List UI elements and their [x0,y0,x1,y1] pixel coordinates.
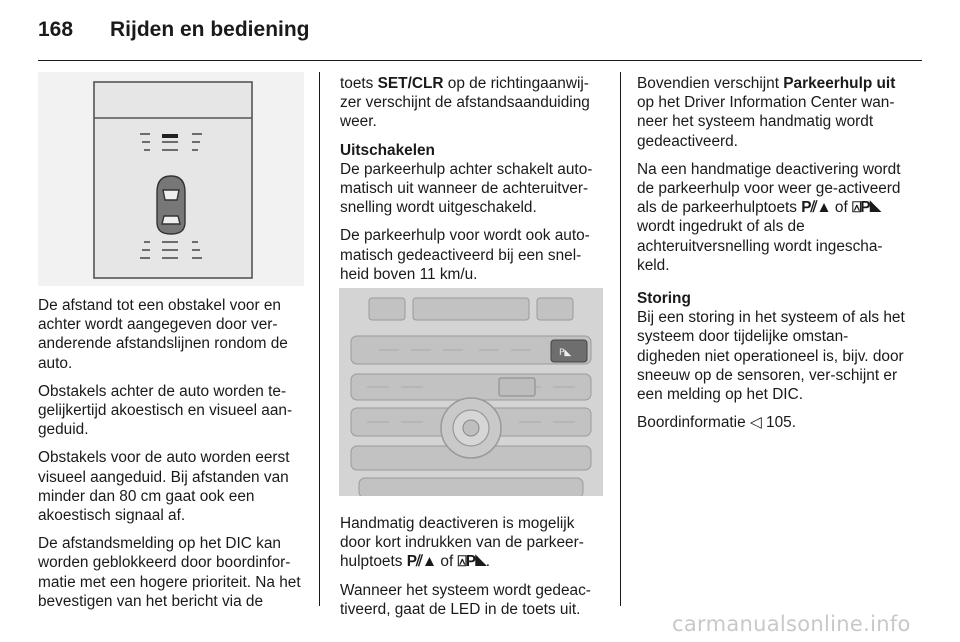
column-divider-1 [319,72,320,606]
column-right [637,74,907,441]
column-middle-lower [340,514,606,628]
paragraph-malfunction: Bij een storing in het systeem of als het systeem door tijdelijke omstan-digheden niet operationeel is, bijv. door sneeuw op de sensoren, ver-schijnt er een melding op het DIC. [637,309,905,404]
svg-text:P◣: P◣ [559,348,572,358]
text-segment: of [436,553,458,571]
paragraph-rear-obstacles: Obstakels achter de auto worden te-gelijkertijd akoestisch en visueel aan-geduid. [38,382,293,439]
chapter-title: Rijden en bediening [110,18,310,41]
parking-display-figure [38,72,304,286]
page-reference-arrow-icon: ◁ [749,414,762,432]
parking-assist-alt-symbol: ⍓P◣ [457,553,486,571]
column-left [38,296,306,620]
paragraph-reactivate [637,160,907,275]
header-divider [38,60,922,61]
text-segment: Boordinformatie [637,414,750,432]
parking-assist-key-symbol: P⫽▲ [406,553,437,571]
paragraph-front-auto-off: De parkeerhulp voor wordt ook auto-matisch gedeactiveerd bij een snel-heid boven 11 km/u. [340,227,590,283]
paragraph-distance: De afstand tot een obstakel voor en achter wordt aangegeven door ver-anderende afstandslijnen rondom de auto. [38,297,288,372]
column-divider-2 [620,72,621,606]
page-reference-number[interactable]: 105. [761,414,796,432]
paragraph-cross-reference [637,413,907,432]
text-segment: toets [340,75,378,92]
parking-assist-alt-symbol: ⍓P◣ [852,199,881,217]
text-segment: Handmatig deactiveren is mogelijk door kort indrukken van de parkeer-hulptoets [340,515,584,571]
key-set-clr: SET/CLR [377,75,444,92]
text-segment: Bovendien verschijnt [637,75,784,92]
control-panel-illustration [339,288,603,496]
text-segment: wordt ingedrukt of als de achteruitversnelling wordt ingescha-keld. [637,218,883,274]
message-parkeerhulp-uit: Parkeerhulp uit [783,75,896,92]
text-segment: Na een handmatige deactivering wordt de parkeerhulp voor weer ge-activeerd als de parkeerhulptoets [637,160,901,217]
parking-display-illustration [38,72,304,286]
paragraph-dic-blocking: De afstandsmelding op het DIC kan worden geblokkeerd door boordinfor-matie met een hogere prioriteit. Na het bevestigen van het bericht via de [38,535,301,610]
paragraph-set-clr [340,74,606,132]
watermark: carmanualsonline.info [672,612,911,636]
paragraph-manual-deactivate [340,514,606,572]
column-middle [340,74,606,293]
text-segment: of [830,199,853,217]
heading-storing: Storing [637,290,691,308]
text-segment: op de richtingaanwij-zer verschijnt de afstandsaanduiding weer. [340,75,590,131]
text-segment: op het Driver Information Center wan-neer het systeem handmatig wordt gedeactiveerd. [637,94,895,150]
section-storing [637,289,907,404]
parking-assist-key-symbol: P⫽▲ [801,199,831,217]
paragraph-front-obstacles: Obstakels voor de auto worden eerst visueel aangeduid. Bij afstanden van minder dan 80 cm gaat ook een akoestisch signaal af. [38,449,290,525]
page-header [38,18,922,52]
paragraph-dic-message [637,74,907,151]
text-segment: . [485,553,491,571]
control-panel-photo [339,288,603,496]
section-uitschakelen [340,141,606,218]
page-number: 168 [38,18,74,41]
paragraph-led-off: Wanneer het systeem wordt gedeac-tiveerd, gaat de LED in de toets uit. [340,581,591,618]
heading-uitschakelen: Uitschakelen [340,141,435,159]
paragraph-rear-auto-off: De parkeerhulp achter schakelt auto-matisch uit wanneer de achteruitver-snelling wordt uitgeschakeld. [340,160,593,217]
